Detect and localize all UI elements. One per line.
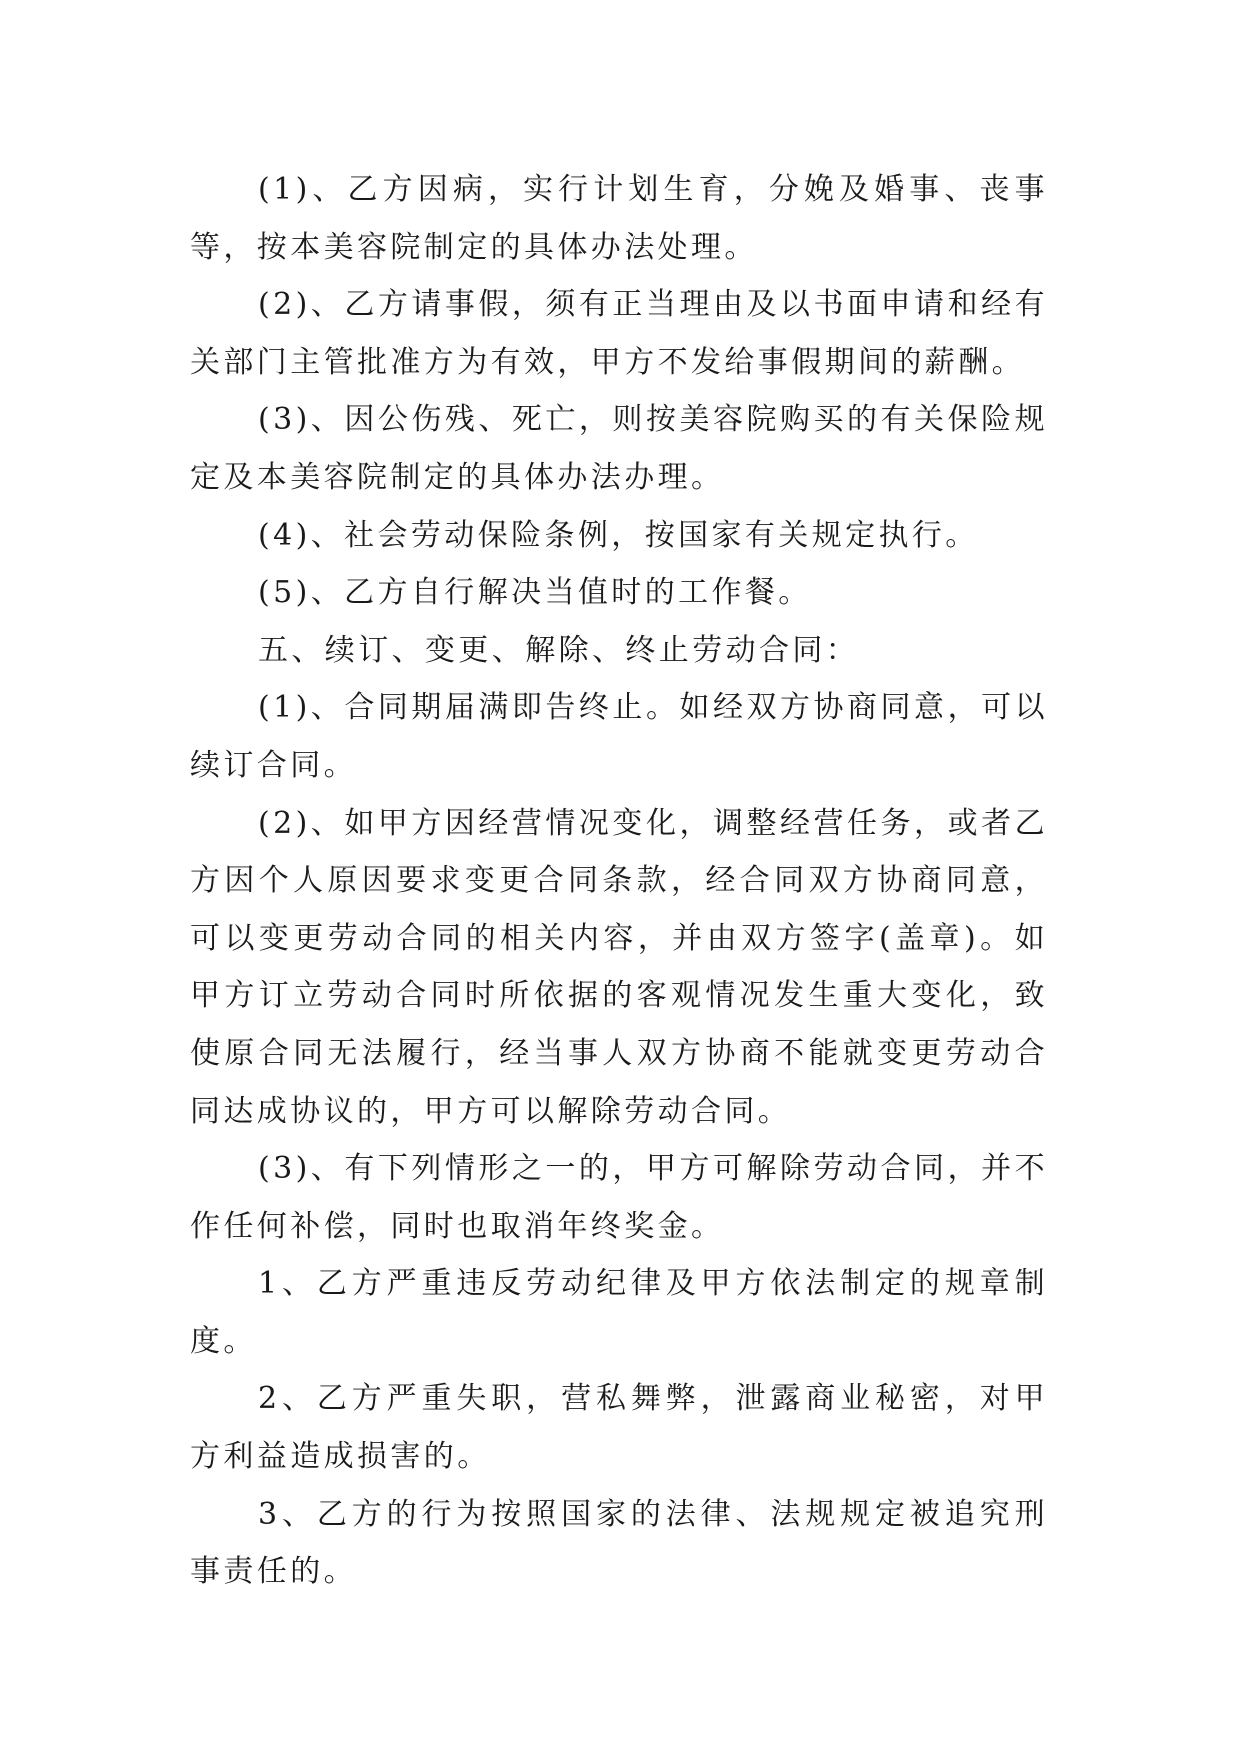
paragraph-contract-expiry: (1)、合同期届满即告终止。如经双方协商同意，可以续订合同。 bbox=[190, 690, 1048, 783]
paragraph-work-meals: (5)、乙方自行解决当值时的工作餐。 bbox=[258, 575, 812, 611]
list-item-criminal-liability: 3、乙方的行为按照国家的法律、法规规定被追究刑事责任的。 bbox=[190, 1496, 1048, 1590]
list-item-discipline-violation: 1、乙方严重违反劳动纪律及甲方依法制定的规章制度。 bbox=[190, 1266, 1048, 1359]
document-body bbox=[190, 161, 1048, 1601]
section-heading-contract-changes: 五、续订、变更、解除、终止劳动合同： bbox=[258, 632, 860, 668]
list-item-dereliction: 2、乙方严重失职，营私舞弊，泄露商业秘密，对甲方利益造成损害的。 bbox=[190, 1381, 1048, 1475]
paragraph-termination-conditions: (3)、有下列情形之一的，甲方可解除劳动合同，并不作任何补偿，同时也取消年终奖金。 bbox=[190, 1151, 1048, 1244]
paragraph-personal-leave: (2)、乙方请事假，须有正当理由及以书面申请和经有关部门主管批准方为有效，甲方不发给事假期间的薪酬。 bbox=[190, 287, 1048, 380]
paragraph-work-injury: (3)、因公伤残、死亡，则按美容院购买的有关保险规定及本美容院制定的具体办法办理。 bbox=[190, 402, 1048, 495]
paragraph-illness-leave: (1)、乙方因病，实行计划生育，分娩及婚事、丧事等，按本美容院制定的具体办法处理。 bbox=[190, 172, 1048, 265]
paragraph-social-insurance: (4)、社会劳动保险条例，按国家有关规定执行。 bbox=[258, 517, 979, 553]
paragraph-contract-modification: (2)、如甲方因经营情况变化，调整经营任务，或者乙方因个人原因要求变更合同条款，经合同双方协商同意，可以变更劳动合同的相关内容，并由双方签字(盖章)。如甲方订立劳动合同时所依据的客观情况发生重大变化，致使原合同无法履行，经当事人双方协商不能就变更劳动合同达成协议的，甲方可以解除劳动合同。 bbox=[190, 805, 1048, 1129]
